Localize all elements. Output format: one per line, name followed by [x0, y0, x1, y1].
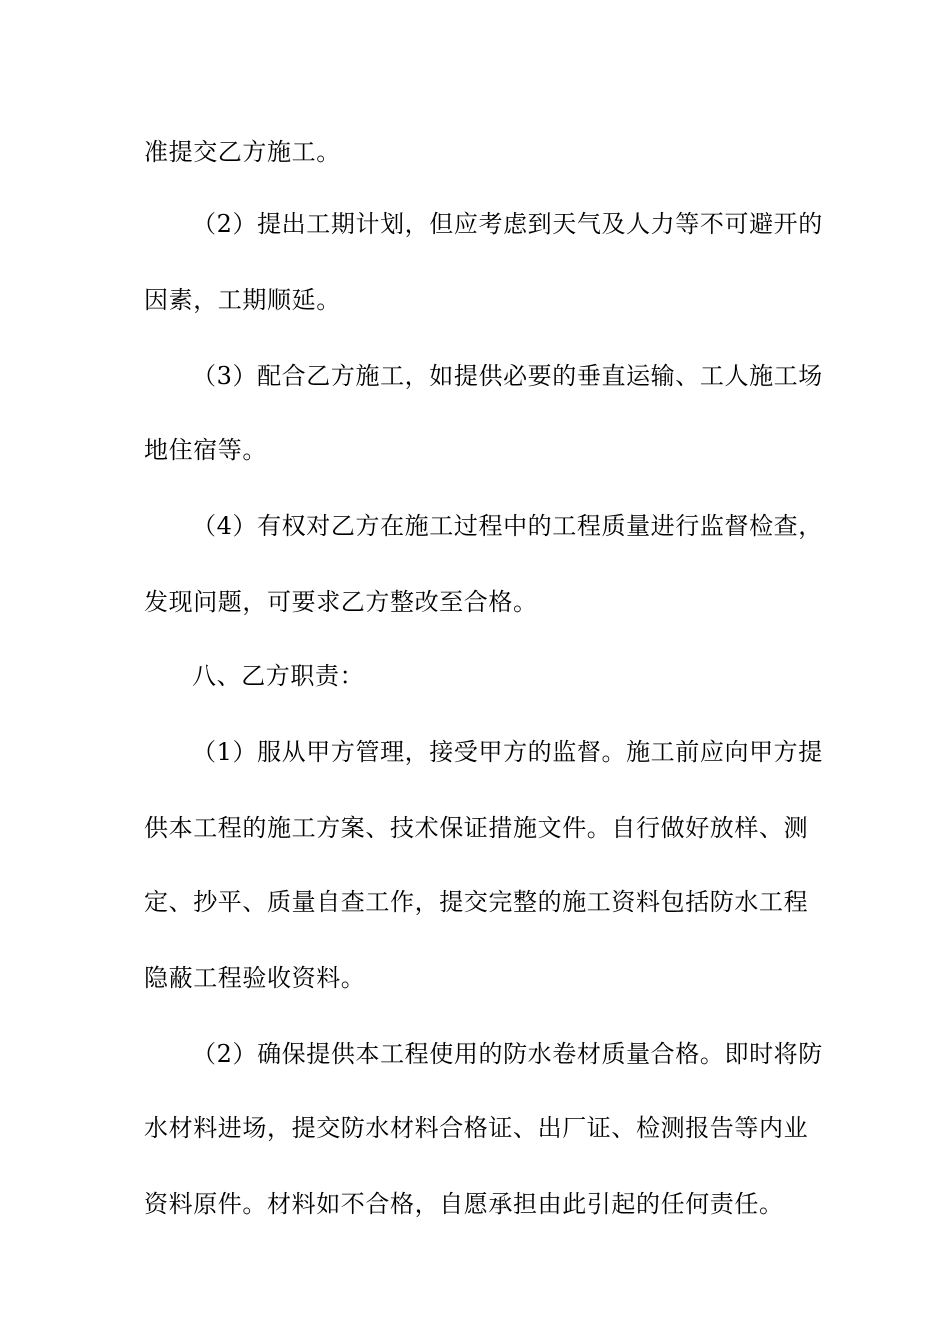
text-line: （2）确保提供本工程使用的防水卷材质量合格。即时将防	[192, 1040, 823, 1068]
text-line: 定、抄平、质量自查工作，提交完整的施工资料包括防水工程	[144, 888, 809, 916]
text-line: 发现问题，可要求乙方整改至合格。	[144, 588, 538, 616]
text-line: 因素，工期顺延。	[144, 286, 341, 314]
text-line: 准提交乙方施工。	[144, 138, 341, 166]
text-line: （2）提出工期计划，但应考虑到天气及人力等不可避开的	[192, 210, 823, 238]
text-line: 供本工程的施工方案、技术保证措施文件。自行做好放样、测	[144, 814, 809, 842]
text-line: （1）服从甲方管理，接受甲方的监督。施工前应向甲方提	[192, 738, 823, 766]
text-line: （4）有权对乙方在施工过程中的工程质量进行监督检查，	[192, 512, 823, 540]
text-line: 地住宿等。	[144, 436, 267, 464]
text-line: 隐蔽工程验收资料。	[144, 964, 366, 992]
section-heading: 八、乙方职责：	[192, 662, 365, 690]
text-line: （3）配合乙方施工，如提供必要的垂直运输、工人施工场	[192, 362, 823, 390]
text-line: 资料原件。材料如不合格，自愿承担由此引起的任何责任。	[144, 1190, 784, 1218]
text-line: 水材料进场，提交防水材料合格证、出厂证、检测报告等内业	[144, 1114, 809, 1142]
